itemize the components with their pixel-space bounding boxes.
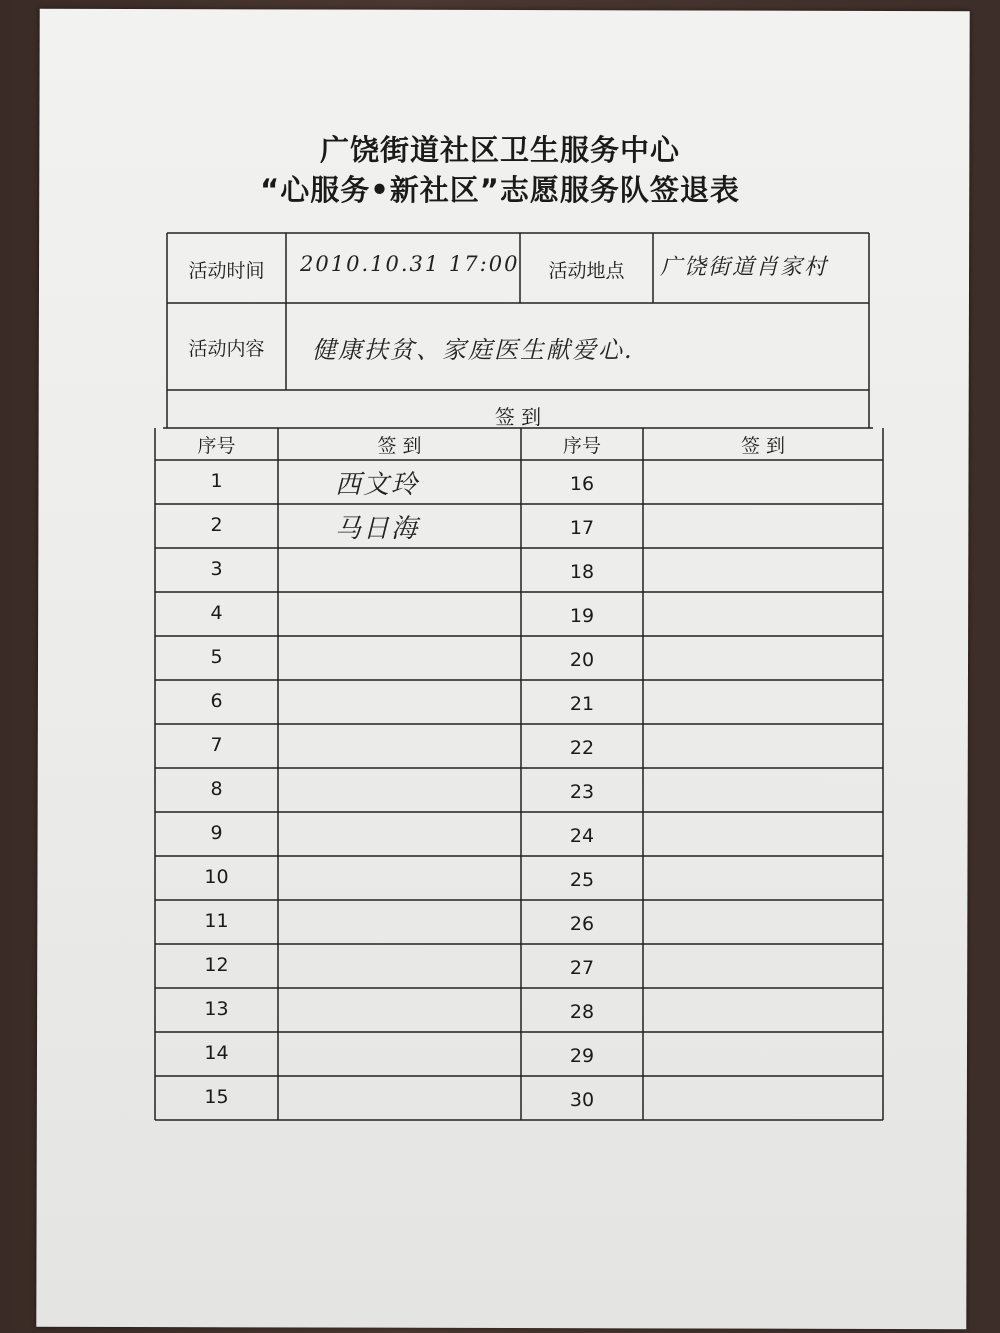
section-header-sign: 签 到 xyxy=(494,405,542,429)
row-seq-right: 24 xyxy=(569,825,595,847)
row-seq-left: 11 xyxy=(204,910,229,932)
row-seq-right: 18 xyxy=(569,561,595,583)
value-activity-place: 广饶街道肖家村 xyxy=(660,255,829,280)
row-seq-right: 23 xyxy=(569,781,595,803)
row-seq-left: 4 xyxy=(210,602,223,624)
row-seq-left: 10 xyxy=(204,866,229,888)
col-header-sign-right: 签 到 xyxy=(740,435,786,457)
row-seq-right: 26 xyxy=(569,913,595,935)
form-subtitle: “心服务•新社区”志愿服务队签退表 xyxy=(260,173,740,207)
row-signature-left: 马日海 xyxy=(335,514,420,544)
col-header-sign-left: 签 到 xyxy=(377,435,422,457)
value-activity-time: 2010.10.31 17:00 xyxy=(300,252,520,276)
row-seq-right: 25 xyxy=(569,869,595,891)
label-activity-time: 活动时间 xyxy=(188,260,265,282)
row-seq-left: 7 xyxy=(210,734,223,756)
row-seq-left: 13 xyxy=(204,998,229,1020)
row-seq-right: 27 xyxy=(569,957,595,979)
row-seq-left: 3 xyxy=(210,558,223,580)
row-seq-right: 17 xyxy=(569,517,595,539)
row-seq-right: 30 xyxy=(569,1089,595,1111)
row-seq-right: 22 xyxy=(569,737,595,759)
row-seq-right: 28 xyxy=(569,1001,595,1023)
row-seq-left: 9 xyxy=(210,822,223,844)
row-seq-right: 20 xyxy=(569,649,595,671)
col-header-seq-right: 序号 xyxy=(562,435,601,457)
row-seq-left: 2 xyxy=(210,514,223,536)
row-seq-left: 8 xyxy=(210,778,223,800)
row-seq-left: 14 xyxy=(204,1042,229,1064)
row-seq-right: 29 xyxy=(569,1045,595,1067)
row-seq-left: 6 xyxy=(210,690,223,712)
row-seq-left: 1 xyxy=(210,470,223,492)
row-seq-left: 12 xyxy=(204,954,229,976)
row-seq-right: 19 xyxy=(569,605,595,627)
form-title: 广饶街道社区卫生服务中心 xyxy=(319,133,680,167)
value-activity-content: 健康扶贫、家庭医生献爱心. xyxy=(312,336,634,364)
col-header-seq-left: 序号 xyxy=(197,435,236,457)
row-signature-left: 西文玲 xyxy=(335,470,420,500)
row-seq-left: 15 xyxy=(204,1086,229,1108)
row-seq-right: 16 xyxy=(569,473,595,495)
label-activity-place: 活动地点 xyxy=(548,260,625,282)
row-seq-right: 21 xyxy=(569,693,595,715)
row-seq-left: 5 xyxy=(210,646,223,668)
label-activity-content: 活动内容 xyxy=(188,338,265,360)
